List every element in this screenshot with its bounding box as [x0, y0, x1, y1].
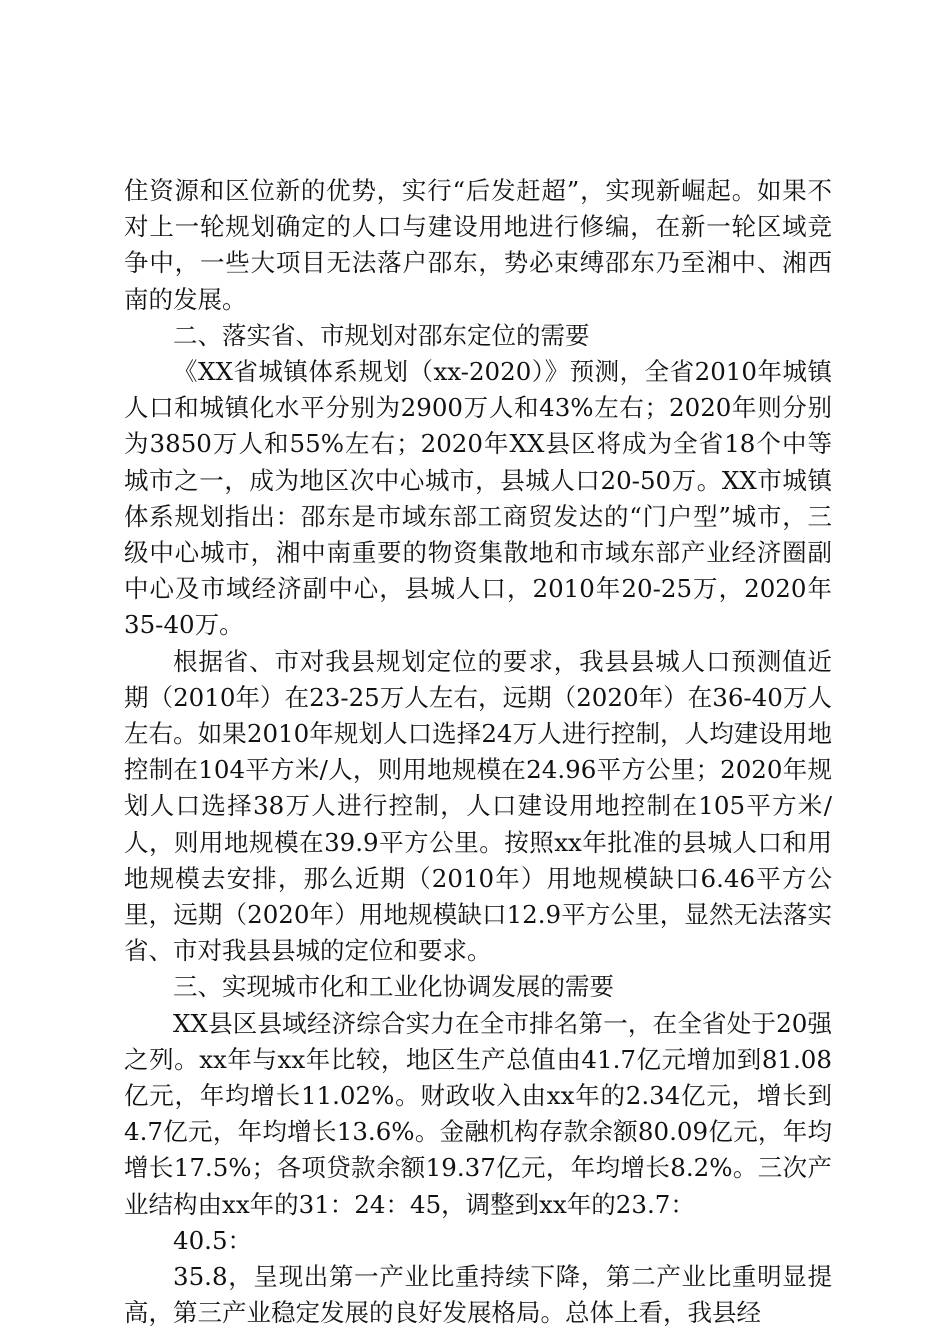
- body-paragraph: 根据省、市对我县规划定位的要求，我县县城人口预测值近期（2010年）在23-25万人左右，远期（2020年）在36-40万人左右。如果2010年规划人口选择24万人进行控制，人均建设用地控制在104平方米/人，则用地规模在24.96平方公里；2020年规划人口选择38万人进行控制，人口建设用地控制在105平方米/人，则用地规模在39.9平方公里。按照xx年批准的县城人口和用地规模去安排，那么近期（2010年）用地规模缺口6.46平方公里，远期（2020年）用地规模缺口12.9平方公里，显然无法落实省、市对我县县城的定位和要求。: [124, 646, 832, 966]
- body-paragraph: 《XX省城镇体系规划（xx-2020）》预测，全省2010年城镇人口和城镇化水平分别为2900万人和43%左右；2020年则分别为3850万人和55%左右；2020年XX县区将成为全省18个中等城市之一，成为地区次中心城市，县城人口20-50万。XX市城镇体系规划指出：邵东是市域东部工商贸发达的“门户型”城市，三级中心城市，湘中南重要的物资集散地和市域东部产业经济圈副中心及市域经济副中心，县城人口，2010年20-25万，2020年35-40万。: [124, 357, 832, 640]
- body-paragraph: XX县区县域经济综合实力在全市排名第一，在全省处于20强之列。xx年与xx年比较，地区生产总值由41.7亿元增加到81.08亿元，年均增长11.02%。财政收入由xx年的2.34亿元，增长到4.7亿元，年均增长13.6%。金融机构存款余额80.09亿元，年均增长17.5%；各项贷款余额19.37亿元，年均增长8.2%。三次产业结构由xx年的31：24：45，调整到xx年的23.7：: [124, 1008, 832, 1219]
- body-paragraph: 住资源和区位新的优势，实行“后发赶超”，实现新崛起。如果不对上一轮规划确定的人口与建设用地进行修编，在新一轮区域竞争中，一些大项目无法落户邵东，势必束缚邵东乃至湘中、湘西南的发展。: [124, 176, 832, 314]
- section-heading: 三、实现城市化和工业化协调发展的需要: [173, 972, 614, 1002]
- section-heading: 二、落实省、市规划对邵东定位的需要: [173, 320, 590, 350]
- body-paragraph: 40.5：: [173, 1225, 253, 1255]
- document-body: [124, 173, 832, 1332]
- body-paragraph: 35.8，呈现出第一产业比重持续下降，第二产业比重明显提高，第三产业稳定发展的良好发展格局。总体上看，我县经: [124, 1262, 832, 1328]
